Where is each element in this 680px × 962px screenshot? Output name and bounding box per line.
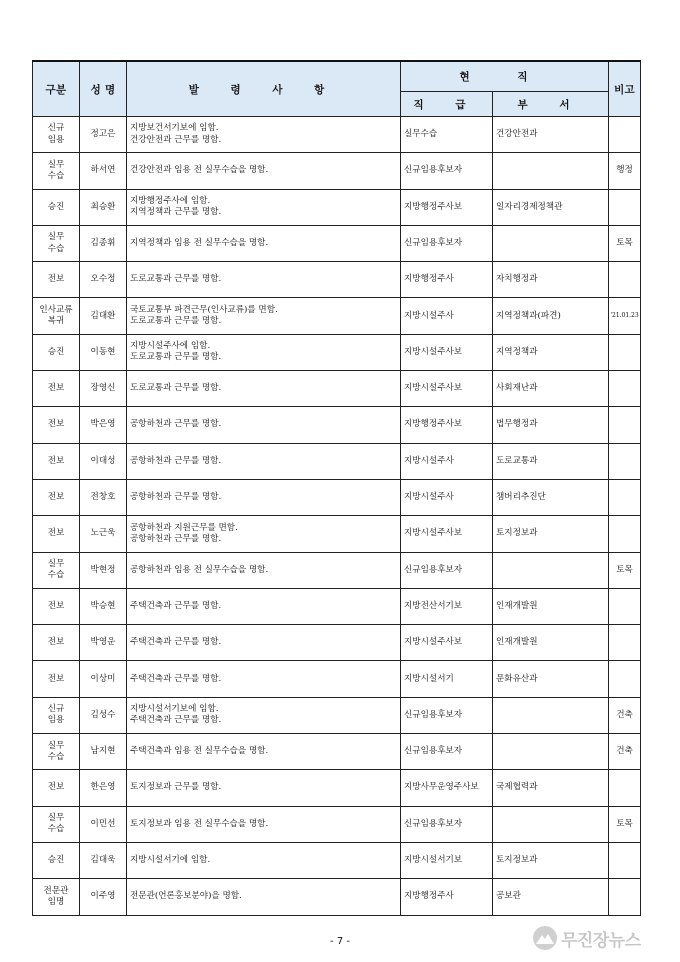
cell-category-line: 수습 [47, 824, 65, 835]
cell-category [33, 443, 80, 479]
cell-category [33, 225, 80, 261]
cell-order [127, 407, 401, 443]
table-row [33, 443, 641, 479]
cell-order-line: 주택건축과 근무를 명함. [130, 600, 222, 611]
cell-order [127, 770, 401, 806]
cell-name: 이상미 [80, 661, 127, 697]
cell-note: 토목 [609, 225, 641, 261]
table-row [33, 770, 641, 806]
cell-category-line: 전보 [47, 528, 65, 539]
table-row [33, 879, 641, 915]
table-row [33, 806, 641, 842]
cell-category-line: 임용 [47, 134, 65, 145]
table-row [33, 661, 641, 697]
cell-dept: 문화유산과 [493, 661, 609, 697]
cell-category-line: 전보 [47, 492, 65, 503]
table-row [33, 117, 641, 153]
cell-category [33, 552, 80, 588]
cell-category-line: 수습 [47, 243, 65, 254]
cell-note: '21.01.23 [609, 298, 641, 334]
cell-name: 박영운 [80, 625, 127, 661]
cell-rank: 신규임용후보자 [401, 734, 493, 770]
cell-rank: 신규임용후보자 [401, 225, 493, 261]
cell-note [609, 879, 641, 915]
table-row [33, 842, 641, 878]
cell-order-line: 공항하천과 근무를 명함. [130, 455, 222, 466]
cell-dept: 인재개발원 [493, 625, 609, 661]
cell-rank: 신규임용후보자 [401, 552, 493, 588]
cell-order [127, 443, 401, 479]
cell-order [127, 225, 401, 261]
cell-rank: 지방시설주사보 [401, 334, 493, 370]
cell-category-line: 인사교류 [39, 304, 73, 315]
cell-category [33, 298, 80, 334]
cell-name: 박은영 [80, 407, 127, 443]
cell-dept [493, 734, 609, 770]
cell-order [127, 371, 401, 407]
header-order: 발 령 사 항 [127, 61, 401, 117]
personnel-order-table [32, 60, 641, 916]
table-row [33, 262, 641, 298]
cell-dept [493, 552, 609, 588]
cell-name: 이주영 [80, 879, 127, 915]
cell-category [33, 371, 80, 407]
cell-note [609, 262, 641, 298]
cell-note [609, 443, 641, 479]
table-row [33, 189, 641, 225]
cell-category [33, 588, 80, 624]
cell-category-line: 복귀 [47, 316, 65, 327]
table-row [33, 334, 641, 370]
cell-order [127, 879, 401, 915]
cell-rank: 지방시설주사보 [401, 625, 493, 661]
cell-name: 박승현 [80, 588, 127, 624]
cell-rank: 지방행정주사 [401, 262, 493, 298]
cell-category-line: 전보 [47, 455, 65, 466]
cell-note [609, 334, 641, 370]
cell-dept: 공보관 [493, 879, 609, 915]
cell-dept: 지역정책과 [493, 334, 609, 370]
cell-order [127, 697, 401, 733]
table-row [33, 588, 641, 624]
header-note: 비고 [609, 61, 641, 117]
cell-dept: 법무행정과 [493, 407, 609, 443]
cell-dept: 토지정보과 [493, 516, 609, 552]
cell-category [33, 334, 80, 370]
cell-category-line: 수습 [47, 170, 65, 181]
cell-category [33, 479, 80, 515]
cell-name: 남지현 [80, 734, 127, 770]
cell-rank: 신규임용후보자 [401, 806, 493, 842]
cell-rank: 지방시설주사 [401, 443, 493, 479]
cell-order-line: 공항하천과 근무를 명함. [130, 492, 222, 503]
cell-rank: 지방행정주사 [401, 879, 493, 915]
cell-dept: 사회재난과 [493, 371, 609, 407]
cell-order-line: 지역정책과 임용 전 실무수습을 명함. [130, 237, 269, 248]
cell-rank: 지방전산서기보 [401, 588, 493, 624]
cell-order-line: 지방행정주사에 임함. [130, 196, 211, 207]
cell-name: 박현정 [80, 552, 127, 588]
header-dept: 부 서 [493, 92, 609, 117]
cell-order-line: 주택건축과 임용 전 실무수습을 명함. [130, 746, 269, 757]
cell-order-line: 주택건축과 근무를 명함. [130, 673, 222, 684]
table-row [33, 153, 641, 189]
cell-category [33, 770, 80, 806]
cell-name: 전창호 [80, 479, 127, 515]
cell-name: 이동현 [80, 334, 127, 370]
cell-category-line: 수습 [47, 570, 65, 581]
table-row [33, 407, 641, 443]
table-row [33, 479, 641, 515]
cell-name: 한은영 [80, 770, 127, 806]
cell-order-line: 지방시설주사에 임함. [130, 341, 211, 352]
cell-category-line: 전보 [47, 383, 65, 394]
cell-order-line: 전문관(언론홍보분야)을 명함. [130, 891, 242, 902]
cell-rank: 지방시설주사 [401, 479, 493, 515]
cell-rank: 지방행정주사보 [401, 407, 493, 443]
cell-order-line: 주택건축과 근무를 명함. [130, 715, 222, 726]
cell-order-line: 도로교통과 근무를 명함. [130, 316, 222, 327]
cell-name: 김성수 [80, 697, 127, 733]
cell-order [127, 806, 401, 842]
cell-order-line: 공항하천과 임용 전 실무수습을 명함. [130, 564, 269, 575]
header-category: 구분 [33, 61, 80, 117]
cell-category-line: 실무 [47, 159, 65, 170]
cell-order-line: 토지정보과 임용 전 실무수습을 명함. [130, 818, 269, 829]
cell-dept: 인재개발원 [493, 588, 609, 624]
cell-order-line: 도로교통과 근무를 명함. [130, 274, 222, 285]
cell-order [127, 625, 401, 661]
table-row [33, 371, 641, 407]
cell-name: 최승환 [80, 189, 127, 225]
cell-dept: 자치행정과 [493, 262, 609, 298]
cell-name: 정고은 [80, 117, 127, 153]
cell-order [127, 842, 401, 878]
cell-dept [493, 806, 609, 842]
cell-category-line: 승진 [47, 201, 65, 212]
cell-name: 김종휘 [80, 225, 127, 261]
cell-name: 김대환 [80, 298, 127, 334]
cell-order-line: 주택건축과 근무를 명함. [130, 637, 222, 648]
cell-note [609, 189, 641, 225]
cell-order-line: 공항하천과 근무를 명함. [130, 533, 222, 544]
table-row [33, 552, 641, 588]
cell-dept: 국제협력과 [493, 770, 609, 806]
header-name: 성 명 [80, 61, 127, 117]
cell-name: 이대성 [80, 443, 127, 479]
watermark-text: 무진장뉴스 [561, 930, 641, 951]
cell-order-line: 건강안전과 근무를 명함. [130, 134, 222, 145]
cell-note [609, 117, 641, 153]
table-row [33, 734, 641, 770]
cell-order-line: 공항하천과 지원근무를 면함. [130, 522, 238, 533]
cell-note [609, 588, 641, 624]
table-row [33, 298, 641, 334]
cell-note [609, 625, 641, 661]
cell-dept [493, 697, 609, 733]
cell-order-line: 도로교통과 근무를 명함. [130, 352, 222, 363]
cell-category [33, 117, 80, 153]
cell-note [609, 842, 641, 878]
cell-category-line: 임용 [47, 715, 65, 726]
cell-order [127, 552, 401, 588]
cell-dept: 토지정보과 [493, 842, 609, 878]
cell-order [127, 516, 401, 552]
cell-rank: 지방시설서기 [401, 661, 493, 697]
cell-category-line: 수습 [47, 751, 65, 762]
cell-order-line: 토지정보과 근무를 명함. [130, 782, 222, 793]
cell-order-line: 도로교통과 근무를 명함. [130, 383, 222, 394]
cell-category-line: 신규 [47, 123, 65, 134]
cell-note: 토목 [609, 552, 641, 588]
cell-order [127, 189, 401, 225]
cell-note [609, 407, 641, 443]
cell-note [609, 479, 641, 515]
cell-rank: 지방시설주사보 [401, 371, 493, 407]
cell-category-line: 임명 [47, 896, 65, 907]
cell-name: 김대욱 [80, 842, 127, 878]
cell-note [609, 770, 641, 806]
cell-name: 노근욱 [80, 516, 127, 552]
cell-category [33, 262, 80, 298]
cell-rank: 지방사무운영주사보 [401, 770, 493, 806]
cell-category-line: 전보 [47, 782, 65, 793]
page-number: - 7 - [330, 936, 350, 947]
header-rank: 직 급 [401, 92, 493, 117]
mountain-logo-icon [532, 925, 558, 951]
cell-note [609, 371, 641, 407]
cell-name: 오수정 [80, 262, 127, 298]
cell-rank: 지방시설주사 [401, 298, 493, 334]
watermark [532, 922, 672, 954]
cell-category [33, 153, 80, 189]
cell-category-line: 전보 [47, 637, 65, 648]
cell-order [127, 334, 401, 370]
cell-rank: 지방행정주사보 [401, 189, 493, 225]
cell-category-line: 승진 [47, 346, 65, 357]
cell-category [33, 407, 80, 443]
cell-category [33, 734, 80, 770]
cell-category [33, 697, 80, 733]
cell-order-line: 지방시설서기에 임함. [130, 855, 211, 865]
cell-dept: 챔버리추진단 [493, 479, 609, 515]
cell-rank: 신규임용후보자 [401, 153, 493, 189]
cell-order [127, 117, 401, 153]
table-row [33, 697, 641, 733]
table-body [33, 117, 641, 916]
cell-note: 토목 [609, 806, 641, 842]
cell-note: 건축 [609, 734, 641, 770]
cell-category-line: 실무 [47, 232, 65, 243]
cell-order [127, 479, 401, 515]
cell-category [33, 625, 80, 661]
cell-order-line: 국토교통부 파견근무(인사교류)를 면함. [130, 304, 278, 315]
header-current: 현 직 [401, 61, 609, 92]
cell-order [127, 734, 401, 770]
cell-dept: 건강안전과 [493, 117, 609, 153]
cell-category-line: 신규 [47, 704, 65, 715]
cell-dept [493, 153, 609, 189]
cell-category-line: 실무 [47, 813, 65, 824]
cell-rank: 지방시설서기보 [401, 842, 493, 878]
cell-category [33, 842, 80, 878]
table-row [33, 516, 641, 552]
cell-rank: 신규임용후보자 [401, 697, 493, 733]
cell-category-line: 전보 [47, 419, 65, 430]
cell-dept: 지역정책과(파견) [493, 298, 609, 334]
cell-category-line: 실무 [47, 740, 65, 751]
cell-category [33, 189, 80, 225]
cell-dept: 도로교통과 [493, 443, 609, 479]
cell-name: 이민선 [80, 806, 127, 842]
cell-order-line: 지방시설서기보에 임함. [130, 704, 219, 715]
cell-category-line: 전보 [47, 600, 65, 611]
cell-category [33, 516, 80, 552]
cell-note: 행정 [609, 153, 641, 189]
cell-order-line: 공항하천과 근무를 명함. [130, 419, 222, 430]
cell-dept: 일자리경제정책관 [493, 189, 609, 225]
cell-order-line: 지역정책과 근무를 명함. [130, 207, 222, 218]
table-row [33, 225, 641, 261]
cell-order [127, 262, 401, 298]
cell-name: 하서연 [80, 153, 127, 189]
cell-dept [493, 225, 609, 261]
cell-category-line: 실무 [47, 559, 65, 570]
table-row [33, 625, 641, 661]
cell-note [609, 516, 641, 552]
cell-rank: 지방시설주사보 [401, 516, 493, 552]
cell-category-line: 전문관 [43, 885, 69, 896]
cell-rank: 실무수습 [401, 117, 493, 153]
cell-order [127, 298, 401, 334]
cell-order [127, 153, 401, 189]
cell-note: 건축 [609, 697, 641, 733]
cell-order [127, 661, 401, 697]
cell-category [33, 661, 80, 697]
cell-category [33, 879, 80, 915]
cell-category-line: 승진 [47, 855, 65, 865]
cell-order [127, 588, 401, 624]
cell-order-line: 건강안전과 임용 전 실무수습을 명함. [130, 165, 269, 176]
cell-order-line: 지방보건서기보에 임함. [130, 123, 219, 134]
cell-category-line: 전보 [47, 274, 65, 285]
cell-note [609, 661, 641, 697]
cell-category-line: 전보 [47, 673, 65, 684]
cell-name: 장영신 [80, 371, 127, 407]
cell-category [33, 806, 80, 842]
